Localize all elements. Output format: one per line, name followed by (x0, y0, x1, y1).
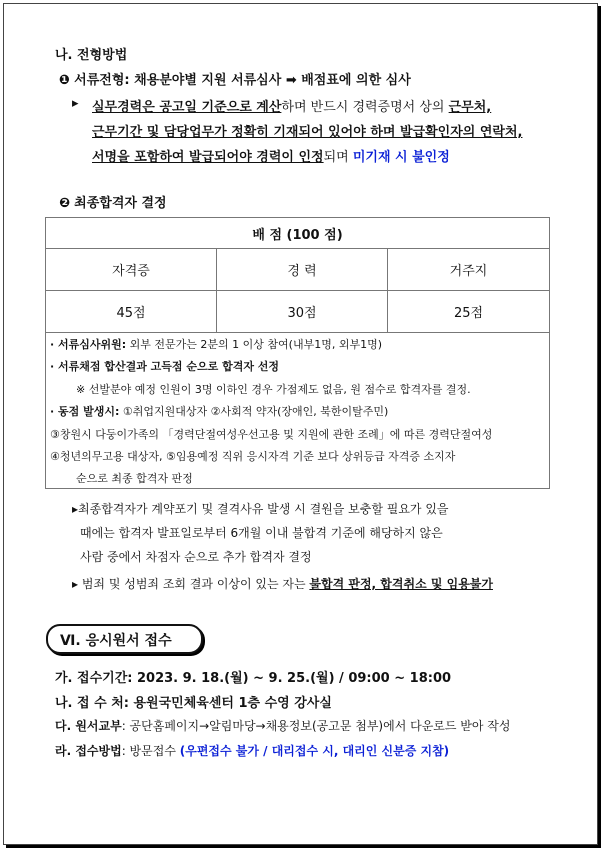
note-reviewers (50, 336, 382, 352)
application-period: 가. 접수기간: 2023. 9. 18.(월) ~ 9. 25.(월) / 09:00 ~ 18:00 (55, 671, 452, 686)
note-reviewers-label: · 서류심사위원: (50, 338, 127, 351)
section-heading-selection-method: 나. 전형방법 (55, 48, 128, 63)
score-header-career: 경 력 (217, 249, 388, 291)
experience-signature: 서명을 포함하여 발급되어야 경력이 인정 (92, 150, 324, 165)
experience-line-3 (92, 146, 450, 165)
experience-line-1 (92, 96, 491, 115)
step-2-line (59, 192, 167, 211)
section-6-title: Ⅵ. 응시원서 접수 (60, 633, 172, 649)
step-1-line (59, 69, 411, 88)
score-header-certificate: 자격증 (46, 249, 217, 291)
section-6-title-badge (46, 624, 203, 654)
application-method-text: : 방문접수 (121, 744, 180, 758)
application-method (55, 742, 449, 759)
form-distribution (55, 717, 510, 734)
score-value-career: 30점 (217, 291, 388, 333)
supplement-line-1: ▸최종합격자가 계약포기 및 결격사유 발생 시 결원을 보충할 필요가 있을 (72, 502, 449, 516)
note-tie (50, 403, 388, 419)
experience-workplace: 근무처, (448, 100, 492, 115)
experience-text: 하며 반드시 경력증명서 상의 (281, 100, 449, 115)
experience-emphasis: 실무경력은 공고일 기준으로 계산 (92, 100, 282, 115)
form-distribution-label: 다. 원서교부 (55, 719, 122, 733)
supplement-line-3: 사람 중에서 차점자 순으로 추가 합격자 결정 (80, 550, 312, 564)
disqualification-text: ▸ 범죄 및 성범죄 조회 결과 이상이 있는 자는 (72, 577, 310, 591)
application-place: 나. 접 수 처: 용원국민체육센터 1층 수영 강사실 (55, 696, 332, 711)
bullet-marker: ▸ (72, 96, 79, 111)
application-method-note: (우편접수 불가 / 대리접수 시, 대리인 신분증 지참) (179, 744, 450, 758)
score-value-certificate: 45점 (46, 291, 217, 333)
supplement-line-2: 때에는 합격자 발표일로부터 6개월 이내 불합격 기준에 해당하지 않은 (80, 526, 443, 540)
step-2-number: ❷ (59, 196, 71, 211)
score-table (45, 217, 550, 333)
note-tie-3: ③창원시 다둥이가족의 「경력단절여성우선고용 및 지원에 관한 조례」에 따른 경력단절여성 (50, 428, 493, 441)
note-reviewers-text: 외부 전문가는 2분의 1 이상 참여(내부1명, 외부1명) (126, 338, 382, 351)
step-2-text: 최종합격자 결정 (74, 196, 167, 211)
step-1-text: 서류전형: 채용분야별 지원 서류심사 ➡ 배점표에 의한 심사 (74, 73, 411, 88)
disqualification-emphasis: 불합격 판정, 합격취소 및 임용불가 (309, 577, 493, 591)
note-bonus: ※ 선발분야 예정 인원이 3명 이하인 경우 가점제도 없음, 원 점수로 합격자를 결정. (76, 383, 471, 396)
experience-suffix: 되며 (323, 150, 353, 165)
score-header-residence: 거주지 (388, 249, 550, 291)
note-tie-4: ④청년의무고용 대상자, ⑤임용예정 직위 응시자격 기준 보다 상위등급 자격증 소지자 (50, 450, 456, 463)
note-tie-final: 순으로 최종 합격자 판정 (76, 472, 193, 485)
form-distribution-text: : 공단홈페이지→알림마당→채용정보(공고문 첨부)에서 다운로드 받아 작성 (121, 719, 511, 733)
note-tie-label: · 동점 발생시: (50, 405, 120, 418)
application-method-label: 라. 접수방법 (55, 744, 122, 758)
note-tie-text: ①취업지원대상자 ②사회적 약자(장애인, 북한이탈주민) (119, 405, 389, 418)
score-table-title: 배 점 (100 점) (46, 218, 550, 249)
experience-line-2: 근무기간 및 담당업무가 정확히 기재되어 있어야 하며 발급확인자의 연락처, (92, 125, 523, 140)
not-recognized-note: 미기재 시 불인정 (352, 150, 450, 165)
step-1-number: ❶ (59, 73, 71, 88)
note-scoring: · 서류채점 합산결과 고득점 순으로 합격자 선정 (50, 360, 280, 373)
disqualification-line (72, 575, 493, 592)
score-value-residence: 25점 (388, 291, 550, 333)
notes-box (45, 331, 550, 489)
